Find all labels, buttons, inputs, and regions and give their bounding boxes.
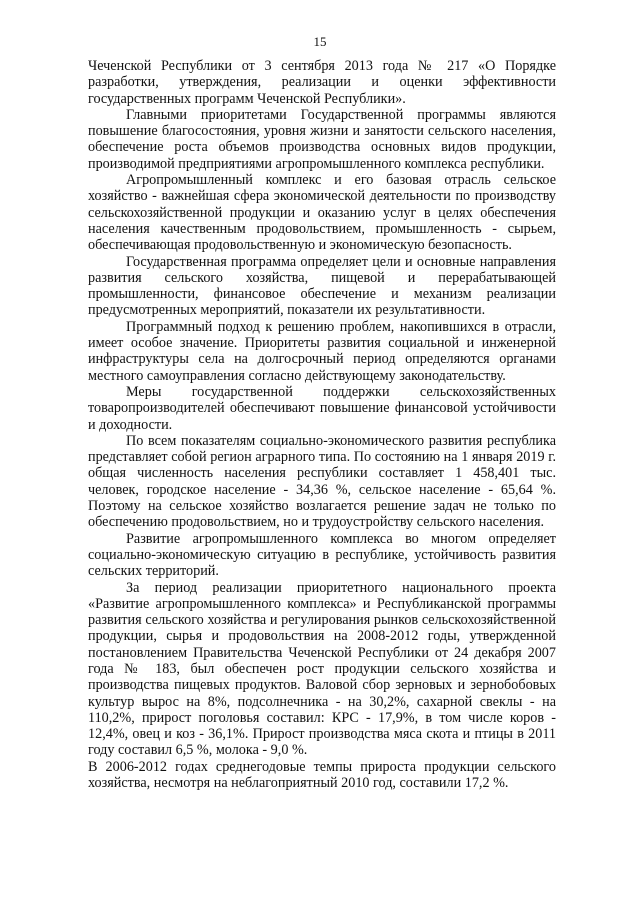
paragraph-growth-rates: В 2006-2012 годах среднегодовые темпы прироста продукции сельского хозяйства, несмотря на неблагоприятный 2010 год, составили 17,2 %.	[88, 758, 556, 792]
paragraph-program-approach: Программный подход к решению проблем, накопившихся в отрасли, имеет особое значение. Приоритеты развития социальной и инженерной инфраструктуры села на долгосрочный период определяются органами местного самоуправления согласно действующему законодательству.	[88, 318, 556, 384]
page-number: 15	[313, 34, 327, 49]
paragraph-priorities: Главными приоритетами Государственной программы являются повышение благосостояния, уровня жизни и занятости сельского населения, обеспечение роста объемов производства основных видов продукции, производимой предприятиями агропромышленного комплекса республики.	[88, 106, 556, 172]
paragraph-population: По всем показателям социально-экономического развития республика представляет собой регион аграрного типа. По состоянию на 1 января 2019 г. общая численность населения республики составляет 1 458,401 тыс. человек, городское население - 34,36 %, сельское население - 65,64 %. Поэтому на сельское хозяйство возлагается решение задач не только по обеспечению продовольствием, но и трудоустройству сельского населения.	[88, 432, 556, 531]
paragraph-program-goals: Государственная программа определяет цели и основные направления развития сельского хозяйства, пищевой и перерабатывающей промышленности, финансовое обеспечение и механизм реализации предусмотренных мероприятий, показатели их результативности.	[88, 253, 556, 319]
paragraph-agro-complex: Агропромышленный комплекс и его базовая отрасль сельское хозяйство - важнейшая сфера экономической деятельности по производству сельскохозяйственной продукции и оказанию услуг в целях обеспечения населения качественным продовольствием, промышленность - сырьем, обеспечивающая продовольственную и экономическую безопасность.	[88, 172, 556, 254]
document-body	[88, 58, 556, 791]
paragraph-national-project: За период реализации приоритетного национального проекта «Развитие агропромышленного комплекса» и Республиканской программы развития сельского хозяйства и регулирования рынков сельскохозяйственной продукции, сырья и продовольствия на 2008-2012 годы, утвержденной постановлением Правительства Чеченской Республики от 24 декабря 2007 года № 183, был обеспечен рост продукции сельского хозяйства и производства пищевых продуктов. Валовой сбор зерновых и зернобобовых культур вырос на 8%, подсолнечника - на 30,2%, сахарной свеклы - на 110,2%, прирост поголовья составил: КРС - 17,9%, в том числе коров - 12,4%, овец и коз - 36,1%. Прирост производства мяса скота и птицы в 2011 году составил 6,5 %, молока - 9,0 %.	[88, 579, 556, 759]
paragraph-development: Развитие агропромышленного комплекса во многом определяет социально-экономическую ситуацию в республике, устойчивость развития сельских территорий.	[88, 530, 556, 580]
paragraph-continuation: Чеченской Республики от 3 сентября 2013 года № 217 «О Порядке разработки, утверждения, реализации и оценки эффективности государственных программ Чеченской Республики».	[88, 58, 556, 107]
paragraph-state-support: Меры государственной поддержки сельскохозяйственных товаропроизводителей обеспечивают повышение финансовой устойчивости и доходности.	[88, 383, 556, 433]
